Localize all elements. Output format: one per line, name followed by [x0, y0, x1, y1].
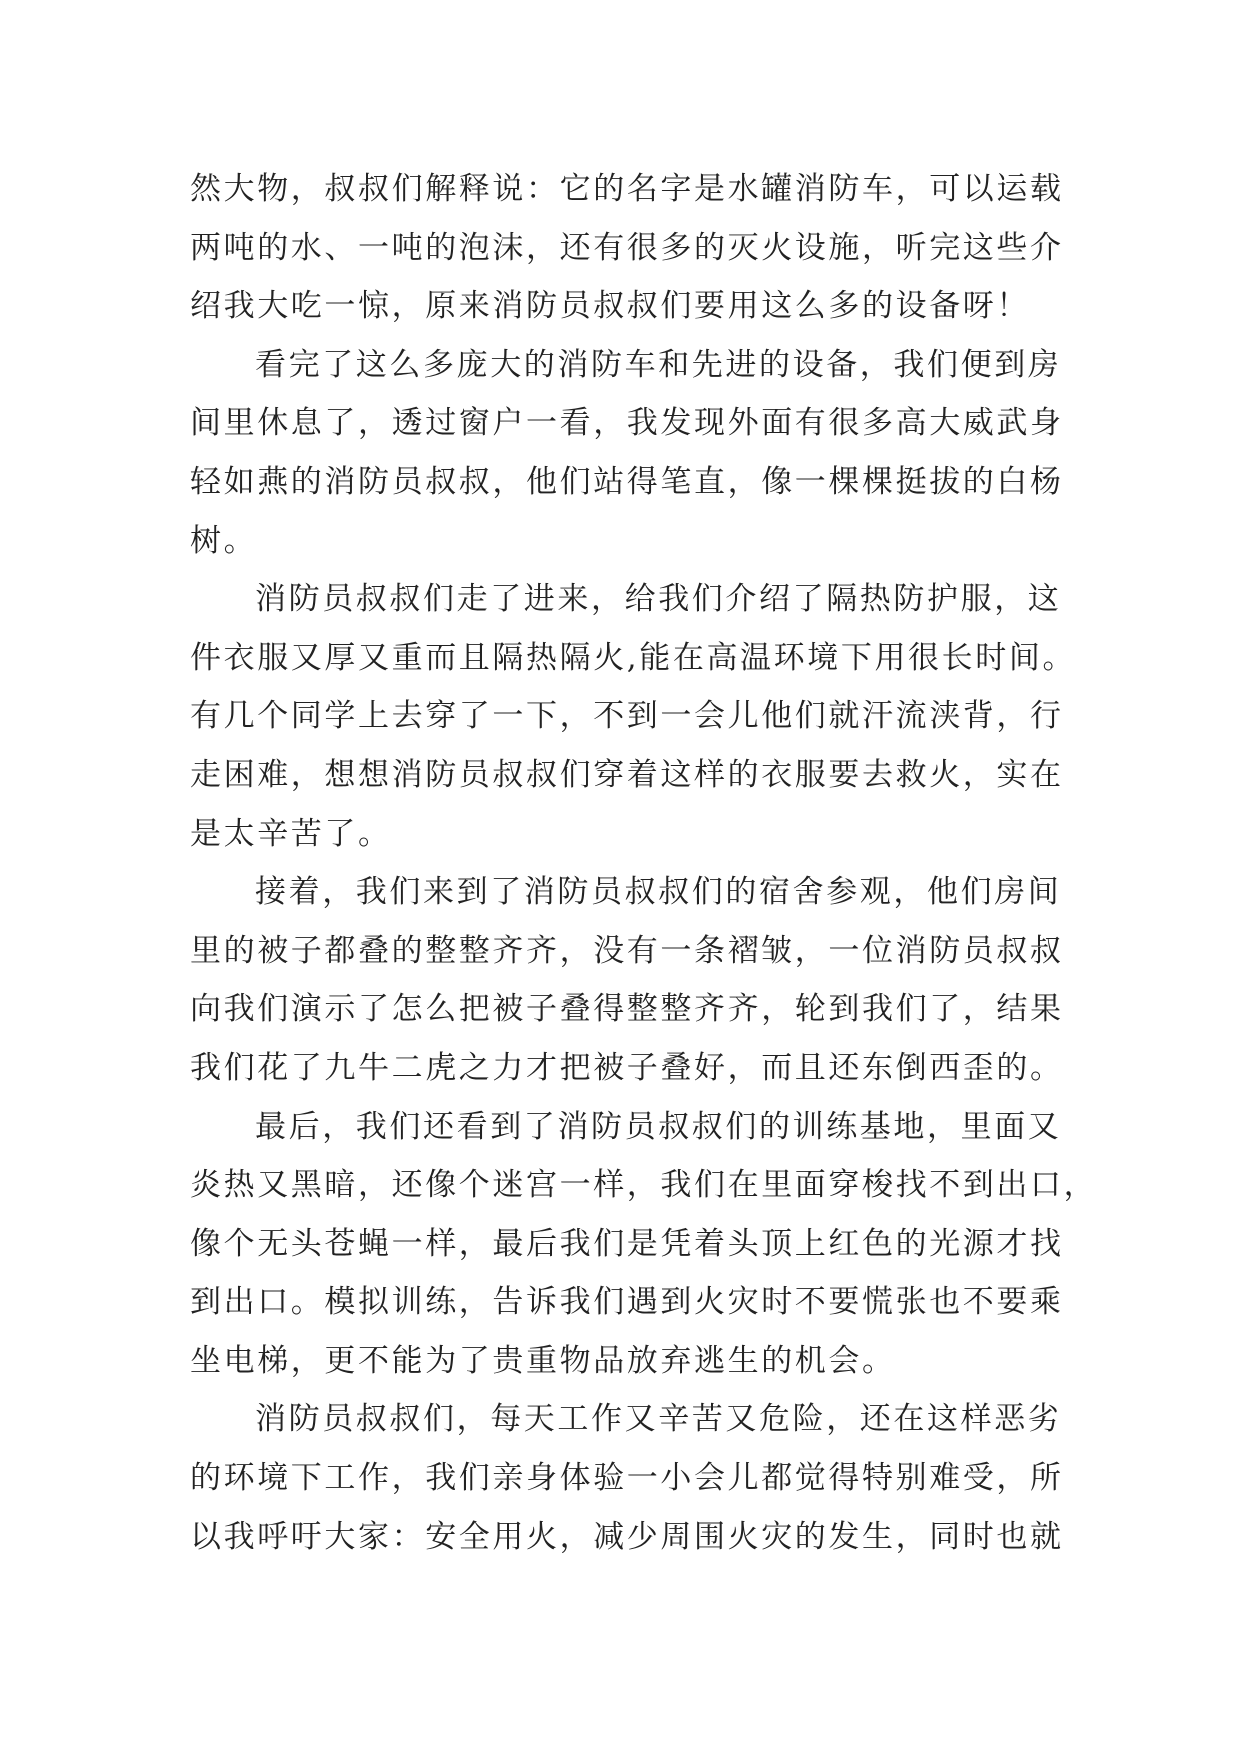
paragraph	[190, 863, 1064, 1097]
text-line: 看完了这么多庞大的消防车和先进的设备，我们便到房	[255, 346, 1062, 383]
text-line: 的环境下工作，我们亲身体验一小会儿都觉得特别难受，所	[190, 1460, 1064, 1497]
text-line: 消防员叔叔们，每天工作又辛苦又危险，还在这样恶劣	[255, 1401, 1062, 1438]
text-line: 炎热又黑暗，还像个迷宫一样，我们在里面穿梭找不到出口，	[190, 1167, 1098, 1204]
text-line: 向我们演示了怎么把被子叠得整整齐齐，轮到我们了，结果	[190, 991, 1064, 1028]
text-line: 接着，我们来到了消防员叔叔们的宿舍参观，他们房间	[255, 874, 1062, 911]
text-line: 间里休息了，透过窗户一看，我发现外面有很多高大威武身	[190, 405, 1064, 442]
text-line: 我们花了九牛二虎之力才把被子叠好，而且还东倒西歪的。	[190, 1049, 1064, 1086]
text-line: 是太辛苦了。	[190, 815, 392, 852]
text-line: 轻如燕的消防员叔叔，他们站得笔直，像一棵棵挺拔的白杨	[190, 463, 1064, 500]
text-line: 有几个同学上去穿了一下，不到一会儿他们就汗流浃背，行	[190, 698, 1064, 735]
text-line: 然大物，叔叔们解释说：它的名字是水罐消防车，可以运载	[190, 171, 1064, 207]
paragraph	[190, 160, 1064, 336]
text-line: 坐电梯，更不能为了贵重物品放弃逃生的机会。	[190, 1342, 896, 1379]
text-line: 两吨的水、一吨的泡沫，还有很多的灭火设施，听完这些介	[190, 229, 1064, 266]
text-line: 最后，我们还看到了消防员叔叔们的训练基地，里面又	[255, 1108, 1062, 1145]
text-line: 绍我大吃一惊，原来消防员叔叔们要用这么多的设备呀！	[190, 288, 1030, 325]
text-line: 消防员叔叔们走了进来，给我们介绍了隔热防护服，这	[255, 581, 1062, 618]
paragraph	[190, 570, 1077, 863]
text-line: 树。	[190, 522, 258, 559]
paragraph	[190, 1390, 1064, 1566]
text-line: 以我呼吁大家：安全用火，减少周围火灾的发生，同时也就	[190, 1518, 1064, 1555]
text-line: 走困难，想想消防员叔叔们穿着这样的衣服要去救火，实在	[190, 756, 1064, 793]
text-line: 里的被子都叠的整整齐齐，没有一条褶皱，一位消防员叔叔	[190, 932, 1064, 969]
paragraph	[190, 336, 1064, 570]
text-line: 件衣服又厚又重而且隔热隔火,能在高温环境下用很长时间。	[190, 639, 1077, 676]
document-body	[190, 160, 1098, 1566]
paragraph	[190, 1098, 1098, 1391]
text-line: 像个无头苍蝇一样，最后我们是凭着头顶上红色的光源才找	[190, 1225, 1064, 1262]
text-line: 到出口。模拟训练，告诉我们遇到火灾时不要慌张也不要乘	[190, 1284, 1064, 1321]
